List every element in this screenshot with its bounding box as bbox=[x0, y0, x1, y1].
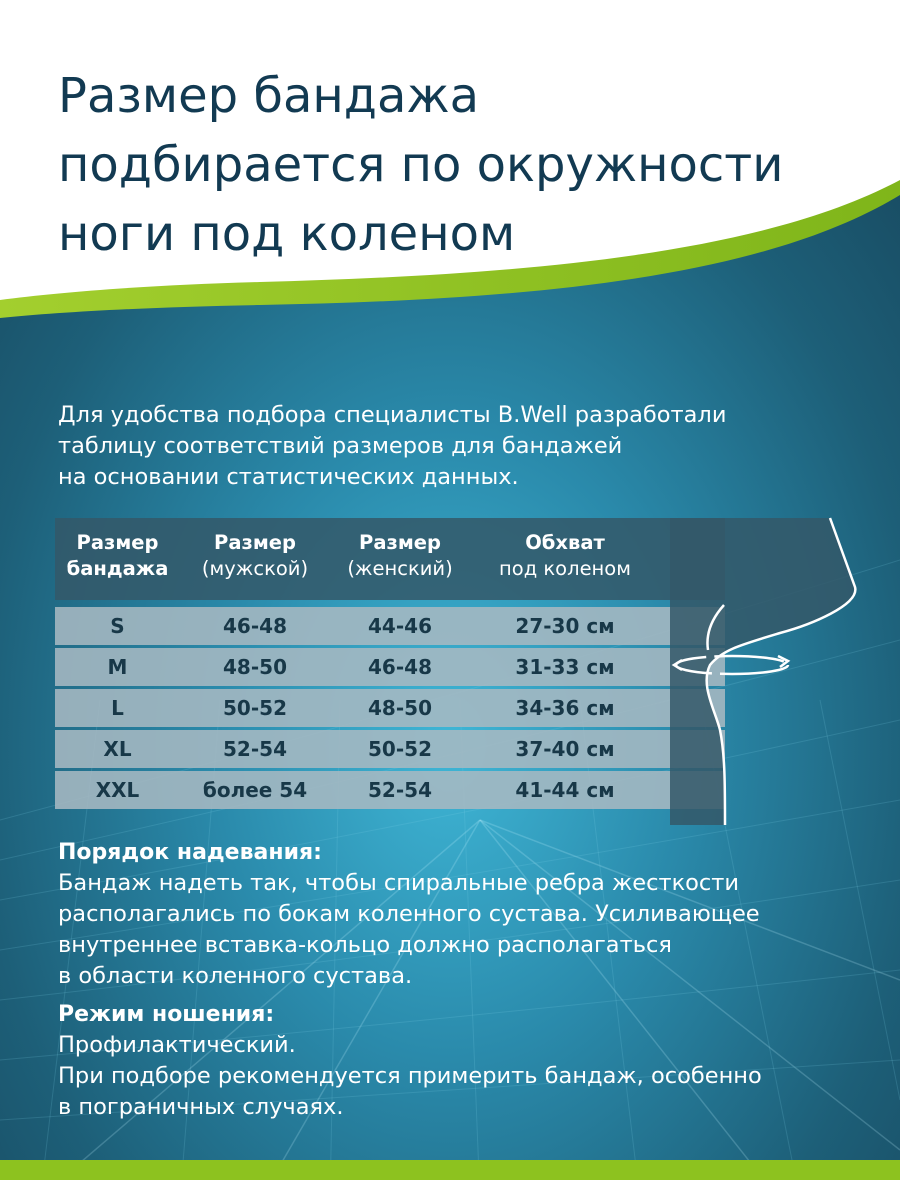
cell-female-size: 50-52 bbox=[368, 737, 432, 761]
wearing-mode-line-3: в пограничных случаях. bbox=[58, 1094, 344, 1120]
title-line-3: ноги под коленом bbox=[58, 206, 516, 262]
wearing-mode-line-1: Профилактический. bbox=[58, 1032, 296, 1058]
cell-circumference: 31-33 см bbox=[515, 655, 615, 679]
page-title bbox=[58, 62, 888, 269]
cell-circumference: 34-36 см bbox=[515, 696, 615, 720]
cell-female-size: 52-54 bbox=[368, 778, 432, 802]
cell-male-size: 48-50 bbox=[223, 655, 287, 679]
wearing-order-text bbox=[58, 868, 888, 992]
cell-male-size: 52-54 bbox=[223, 737, 287, 761]
header-bandage-size-line-1: Размер bbox=[76, 531, 159, 554]
header-male-size-line-1: Размер bbox=[214, 531, 296, 554]
size-table-header bbox=[55, 518, 725, 600]
cell-female-size: 44-46 bbox=[368, 614, 432, 638]
cell-circumference: 27-30 см bbox=[515, 614, 615, 638]
cell-bandage-size: XL bbox=[103, 737, 132, 761]
cell-circumference: 37-40 см bbox=[515, 737, 615, 761]
cell-bandage-size: S bbox=[110, 614, 125, 638]
wearing-mode-heading: Режим ношения: bbox=[58, 1002, 275, 1027]
wearing-mode-line-2: При подборе рекомендуется примерить бандаж, особенно bbox=[58, 1063, 762, 1089]
header-bandage-size bbox=[55, 530, 180, 582]
table-row bbox=[55, 730, 725, 768]
intro-line-3: на основании статистических данных. bbox=[58, 464, 519, 490]
intro-text bbox=[58, 400, 858, 493]
header-circumference-line-2: под коленом bbox=[499, 557, 631, 580]
table-row bbox=[55, 607, 725, 645]
header-female-size-line-1: Размер bbox=[359, 531, 441, 554]
cell-male-size: 50-52 bbox=[223, 696, 287, 720]
intro-line-1: Для удобства подбора специалисты B.Well разработали bbox=[58, 402, 727, 428]
header-circumference-line-1: Обхват bbox=[525, 531, 605, 554]
wearing-order-line-2: располагались по бокам коленного сустава. Усиливающее bbox=[58, 901, 760, 927]
header-male-size bbox=[180, 530, 330, 582]
cell-bandage-size: L bbox=[111, 696, 124, 720]
wearing-order-heading: Порядок надевания: bbox=[58, 840, 322, 865]
cell-bandage-size: XXL bbox=[95, 778, 140, 802]
header-female-size bbox=[330, 530, 470, 582]
cell-female-size: 48-50 bbox=[368, 696, 432, 720]
table-row bbox=[55, 648, 725, 686]
header-bandage-size-line-2: бандажа bbox=[66, 557, 169, 580]
title-line-2: подбирается по окружности bbox=[58, 137, 784, 193]
knee-illustration bbox=[670, 505, 900, 825]
wearing-mode-text bbox=[58, 1030, 888, 1123]
cell-circumference: 41-44 см bbox=[515, 778, 615, 802]
table-row bbox=[55, 771, 725, 809]
intro-line-2: таблицу соответствий размеров для бандажей bbox=[58, 433, 623, 459]
wearing-order-line-3: внутреннее вставка-кольцо должно располагаться bbox=[58, 932, 672, 958]
cell-male-size: 46-48 bbox=[223, 614, 287, 638]
header-circumference bbox=[470, 530, 660, 582]
cell-bandage-size: M bbox=[107, 655, 128, 679]
size-table bbox=[55, 518, 725, 810]
title-line-1: Размер бандажа bbox=[58, 68, 480, 124]
cell-female-size: 46-48 bbox=[368, 655, 432, 679]
table-row bbox=[55, 689, 725, 727]
wearing-order-line-1: Бандаж надеть так, чтобы спиральные ребра жесткости bbox=[58, 870, 740, 896]
wearing-order-line-4: в области коленного сустава. bbox=[58, 963, 413, 989]
cell-male-size: более 54 bbox=[202, 778, 308, 802]
header-female-size-line-2: (женский) bbox=[347, 557, 453, 580]
header-male-size-line-2: (мужской) bbox=[201, 557, 309, 580]
